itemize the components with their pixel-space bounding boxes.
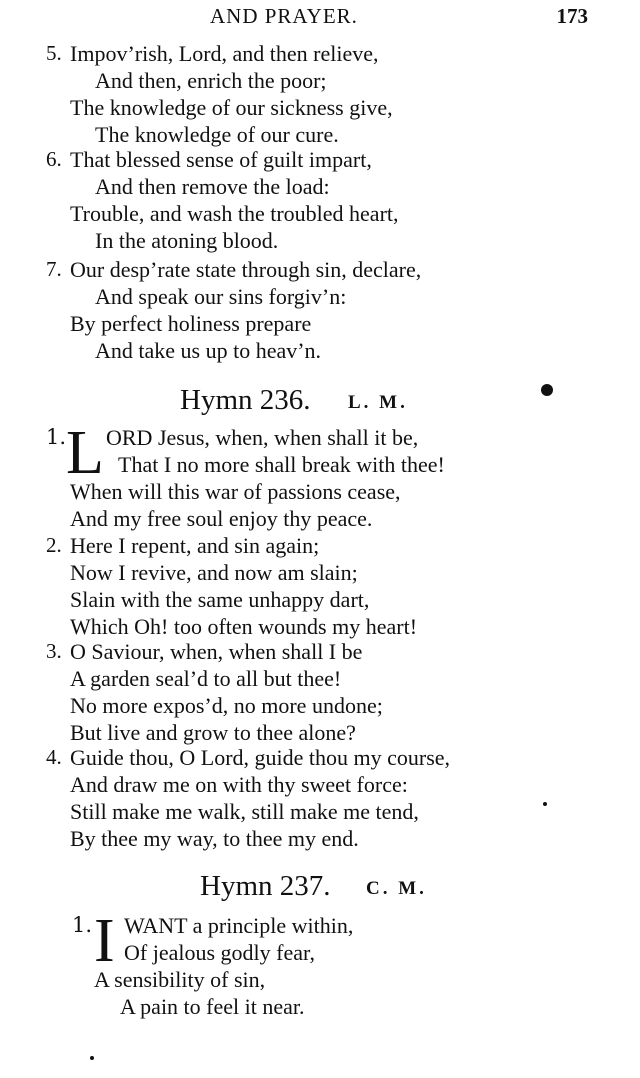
running-title: AND PRAYER. (210, 4, 358, 28)
hymn-title: Hymn 236. (180, 384, 311, 416)
verse-line: Here I repent, and sin again; (70, 533, 320, 558)
verse-line: And speak our sins forgiv’n: (95, 284, 347, 309)
verse-line: By thee my way, to thee my end. (70, 826, 359, 851)
verse-line: When will this war of passions cease, (70, 479, 401, 504)
hymn-meter: C. M. (366, 878, 427, 899)
drop-cap: I (94, 907, 115, 975)
verse-line: A sensibility of sin, (94, 967, 266, 992)
hymn-237-heading (0, 870, 640, 904)
ink-blot (541, 384, 553, 396)
verse-line: Slain with the same unhappy dart, (70, 587, 370, 612)
verse-line: ORD Jesus, when, when shall it be, (106, 425, 419, 450)
verse-number: 7. (46, 257, 62, 281)
verse-line: O Saviour, when, when shall I be (70, 639, 363, 664)
verse-number: 3. (46, 639, 62, 663)
verse-line: The knowledge of our cure. (95, 122, 339, 147)
verse-6 (0, 146, 640, 254)
verse-number: 1. (72, 913, 93, 937)
verse-line: Trouble, and wash the troubled heart, (70, 201, 399, 226)
page-number: 173 (556, 4, 588, 28)
verse-line: The knowledge of our sickness give, (70, 95, 393, 120)
verse-line: Which Oh! too often wounds my heart! (70, 614, 418, 639)
verse-line: By perfect holiness prepare (70, 311, 312, 336)
verse-line: A garden seal’d to all but thee! (70, 666, 342, 691)
verse-line: And draw me on with thy sweet force: (70, 772, 408, 797)
verse-7 (0, 256, 640, 364)
hymn-237-verse-1 (0, 907, 640, 1020)
ink-speck (543, 802, 547, 806)
verse-line: Now I revive, and now am slain; (70, 560, 358, 585)
verse-line: That I no more shall break with thee! (118, 452, 445, 477)
verse-line: And then, enrich the poor; (95, 68, 327, 93)
verse-line: Guide thou, O Lord, guide thou my course, (70, 745, 451, 770)
verse-line: That blessed sense of guilt impart, (70, 147, 372, 172)
verse-line: Our desp’rate state through sin, declare, (70, 257, 422, 282)
verse-line: Impov’rish, Lord, and then relieve, (70, 41, 379, 66)
verse-line: And then remove the load: (95, 174, 330, 199)
drop-cap: L (66, 419, 104, 487)
hymn-236-verse-1 (0, 419, 640, 532)
verse-5 (0, 40, 640, 148)
verse-line: A pain to feel it near. (120, 994, 305, 1019)
verse-line: WANT a principle within, (124, 913, 354, 938)
hymn-236-verse-3 (0, 638, 640, 746)
verse-line: In the atoning blood. (95, 228, 279, 253)
verse-number: 6. (46, 147, 62, 171)
verse-line: No more expos’d, no more undone; (70, 693, 383, 718)
verse-line: And take us up to heav’n. (95, 338, 322, 363)
verse-number: 1. (46, 425, 67, 449)
verse-line: And my free soul enjoy thy peace. (70, 506, 373, 531)
verse-number: 5. (46, 41, 62, 65)
hymn-236-verse-2 (0, 532, 640, 640)
verse-number: 2. (46, 533, 62, 557)
running-head (0, 4, 640, 34)
verse-line: Of jealous godly fear, (124, 940, 315, 965)
hymn-title: Hymn 237. (200, 870, 331, 902)
ink-speck (90, 1056, 94, 1060)
verse-line: But live and grow to thee alone? (70, 720, 356, 745)
hymn-236-verse-4 (0, 744, 640, 852)
verse-number: 4. (46, 745, 62, 769)
hymn-meter: L. M. (348, 392, 408, 413)
verse-line: Still make me walk, still make me tend, (70, 799, 419, 824)
